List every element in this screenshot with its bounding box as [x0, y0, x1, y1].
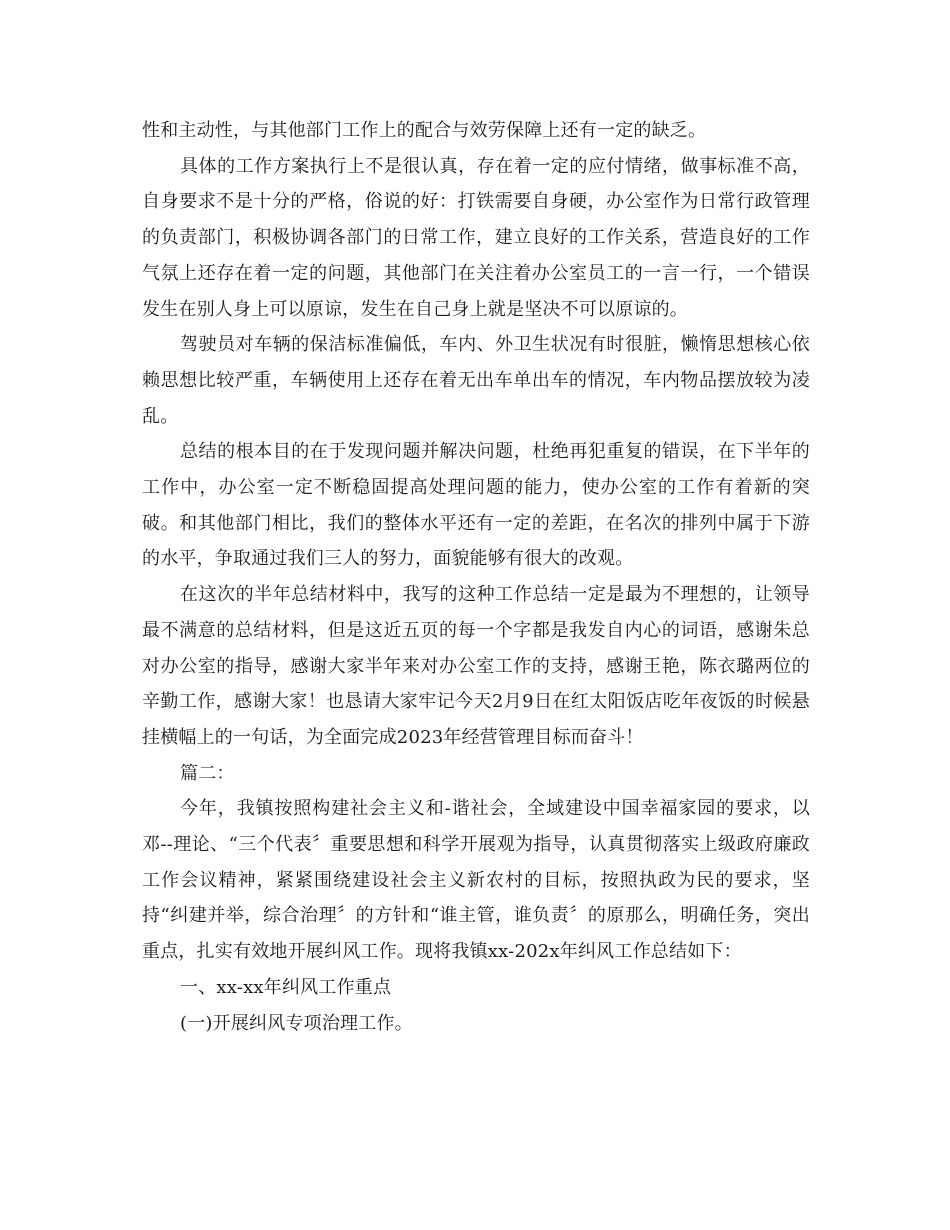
paragraph-4: 总结的根本目的在于发现问题并解决问题，杜绝再犯重复的错误，在下半年的工作中，办公室一定不断稳固提高处理问题的能力，使办公室的工作有着新的突破。和其他部门相比，我们的整体水平还有一定的差距，在名次的排列中属于下游的水平，争取通过我们三人的努力，面貌能够有很大的改观。	[142, 441, 810, 570]
paragraph-5: 在这次的半年总结材料中，我写的这种工作总结一定是最为不理想的，让领导最不满意的总结材料，但是这近五页的每一个字都是我发自内心的词语，感谢朱总对办公室的指导，感谢大家半年来对办公室工作的支持，感谢王艳，陈衣璐两位的辛勤工作，感谢大家！也恳请大家牢记今天2月9日在红太阳饭店吃年夜饭的时候悬挂横幅上的一句话，为全面完成2023年经营管理目标而奋斗！	[142, 584, 810, 748]
paragraph-3: 驾驶员对车辆的保洁标准偏低，车内、外卫生状况有时很脏，懒惰思想核心依赖思想比较严重，车辆使用上还存在着无出车单出车的情况，车内物品摆放较为凌乱。	[142, 334, 810, 427]
section-heading-part-two: 篇二：	[180, 762, 235, 784]
section-heading-1: 一、xx-xx年纠风工作重点	[180, 976, 392, 998]
document-page	[142, 113, 810, 1041]
paragraph-2: 具体的工作方案执行上不是很认真，存在着一定的应付情绪，做事标准不高，自身要求不是十分的严格，俗说的好：打铁需要自身硬，办公室作为日常行政管理的负责部门，积极协调各部门的日常工作，建立良好的工作关系，营造良好的工作气氛上还存在着一定的问题，其他部门在关注着办公室员工的一言一行，一个错误发生在别人身上可以原谅，发生在自己身上就是坚决不可以原谅的。	[142, 155, 810, 320]
paragraph-1: 性和主动性，与其他部门工作上的配合与效劳保障上还有一定的缺乏。	[142, 120, 707, 141]
subsection-heading-1: (一)开展纠风专项治理工作。	[180, 1012, 413, 1034]
paragraph-6: 今年，我镇按照构建社会主义和-谐社会，全域建设中国幸福家园的要求，以邓--理论、“三个代表〞重要思想和科学开展观为指导，认真贯彻落实上级政府廉政工作会议精神，紧紧围绕建设社会主义新农村的目标，按照执政为民的要求，坚持“纠建并举，综合治理〞的方针和“谁主管，谁负责〞的原那么，明确任务，突出重点，扎实有效地开展纠风工作。现将我镇xx-202x年纠风工作总结如下：	[142, 798, 810, 963]
